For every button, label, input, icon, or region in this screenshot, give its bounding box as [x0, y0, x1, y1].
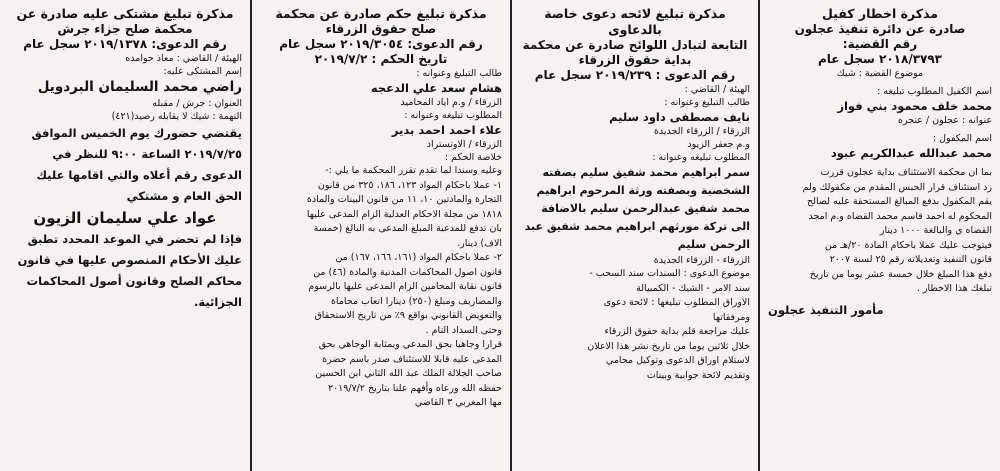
notice-body-line: فإذا لم تحضر في الموعد المحدد تطبق — [27, 232, 242, 246]
notice-body-line: الاف) دينار. — [457, 237, 502, 249]
notice-title: مذكرة تبليغ مشتكى عليه صادرة عن — [16, 6, 234, 21]
column-divider — [510, 0, 512, 471]
notice-body-line: يقم المكفول بدفع المبالغ المستحقة عليه لصالح — [807, 196, 992, 207]
debtor-label: اسم المكفول : — [932, 133, 992, 144]
notice-body-line: حفظه الله ورعاه وأفهم علنا بتاريخ ٢٠١٩/٧/٢ — [327, 382, 502, 394]
subject: سند الامر - الشيك - الكمبيالة — [636, 282, 750, 294]
notice-body-line: رد استئناف قرار الحبس المقدم من مكفولك ولم — [802, 181, 992, 193]
judgment-notice — [252, 0, 510, 471]
target-line: الى تركة مورثهم ابراهيم محمد شفيق عبد — [524, 220, 750, 233]
defendant-name: راضي محمد السليمان البردويل — [37, 79, 242, 95]
documents: ومرفقاتها — [712, 311, 750, 323]
notice-body-line: ١- عملا باحكام المواد ١٢٣، ١٨٦، ٣٢٥ من قانون — [317, 179, 502, 191]
defendant-label: إسم المشتكى عليه: — [163, 66, 242, 77]
guarantor-label: اسم الكفيل المطلوب تبليغه : — [877, 86, 992, 97]
notice-body-line: وعليه وسندا لما تقدم تقرر المحكمة ما يلي :- — [325, 165, 502, 176]
requester-name: نايف مصطفى داود سليم — [609, 110, 750, 124]
notice-body-line: محاكم الصلح وقانون أصول المحاكمات — [26, 274, 242, 288]
target-line: الشخصية وبصفته ورثة المرحوم ابراهيم — [536, 184, 750, 197]
notice-body-line: والتعويض القانوني بواقع ٩٪ من تاريخ الاستحقاق — [314, 310, 502, 321]
column-divider — [250, 0, 252, 471]
defendant-address: العنوان : جرش / مقبله — [152, 98, 242, 109]
debtor-name: محمد عبدالله عبدالكريم عبود — [830, 146, 992, 160]
notice-body-line: خلال ثلاثين يوما من تاريخ نشر هذا الاعلان — [587, 340, 750, 352]
notice-body-line: التجارة والمادتين ١٠، ١١ من قانون البينات والمادة — [306, 194, 502, 205]
requester-address: الزرقاء / و.م اياد المحاميد — [400, 97, 502, 108]
guarantor-address: عنوانه : عجلون / عنجره — [897, 115, 992, 126]
case-number: رقم الدعوى : ٢٠١٩/٢٣٩ سجل عام — [534, 68, 736, 82]
notice-body-line: يقتضي حضورك يوم الخميس الموافق — [31, 126, 242, 140]
column-divider — [758, 0, 760, 471]
case-type: موضوع القضية : شيك — [836, 68, 924, 79]
requester-label: طالب التبليغ وعنوانه : — [416, 68, 502, 79]
signature: مأمور التنفيذ عجلون — [768, 302, 884, 317]
requester-name: هشام سعد علي الدعجه — [370, 81, 502, 95]
notice-body-line: قانون نقابة المحامين الزام المدعى عليها بالرسوم — [308, 281, 502, 292]
target-label: المطلوب تبليغه وعنوانه : — [404, 110, 502, 121]
notice-body-line: دفع هذا المبلغ خلال خمسة عشر يوما من تاريخ — [809, 268, 992, 280]
notice-body-line: قانون اصول المحاكمات المدنية والمادة (٤٦) من — [313, 266, 502, 278]
notice-body-line: فيتوجب عليك عملا باحكام المادة ٢٠/هـ من — [824, 239, 992, 251]
target-address: الزرقاء - الزرقاء الجديدة — [653, 255, 750, 266]
notice-body-line: قانون التنفيذ وتعديلاته رقم ٢٥ لسنة ٢٠٠٧ — [829, 254, 992, 265]
case-number: رقم الدعوى: ٢٠١٩/٣٠٥٤ سجل عام — [279, 37, 483, 51]
notice-body-line: لاستلام اوراق الدعوى وتوكيل محامي — [605, 355, 750, 366]
notice-body-line: الحق العام و مشتكي — [126, 189, 242, 203]
notice-subtitle: صادرة عن دائرة تنفيذ عجلون — [794, 22, 966, 36]
notice-title: مذكرة اخطار كفيل — [822, 6, 938, 21]
notice-body-line: تبلغك هذا الاخطار . — [916, 283, 992, 294]
notice-subtitle: التابعة لتبادل اللوائح صادرة عن محكمة — [522, 38, 748, 52]
case-number: رقم الدعوى: ٢٠١٩/١٣٧٨ سجل عام — [23, 37, 227, 51]
panel: الهيئة / القاضي : معاذ حوامده — [125, 53, 242, 64]
notice-body-line: وتقديم لائحة جوابية وبينات — [646, 369, 750, 381]
notice-body-line: الدعوى رقم أعلاه والتي اقامها عليك — [36, 168, 242, 182]
panel: الهيئة / القاضي : — [684, 84, 750, 95]
target-name: علاء احمد احمد بدير — [391, 123, 502, 137]
requester-label: طالب التبليغ وعنوانه : — [664, 97, 750, 108]
judgment-date: تاريخ الحكم : ٢٠١٩/٧/٢ — [314, 52, 448, 66]
notice-body-line: بما ان محكمة الاستئناف بداية عجلون قررت — [820, 167, 992, 178]
defendant-notice — [0, 0, 250, 471]
lawsuit-notice — [512, 0, 758, 471]
documents: الاوراق المطلوب تبليغها : لائحة دعوى — [603, 297, 750, 308]
case-label: رقم القضية: — [842, 37, 918, 51]
guarantor-name: محمد خلف محمود بني فواز — [837, 99, 992, 113]
notice-subtitle: صلح حقوق الزرقاء — [325, 22, 437, 36]
target-line: محمد شفيق عبدالرحمن سليم بالاضافة — [541, 202, 750, 215]
summary-label: خلاصة الحكم : — [444, 152, 502, 163]
notice-body-line: ٢٠١٩/٧/٢٥ الساعة ٩:٠٠ للنظر في — [52, 147, 242, 161]
notice-body-line: عليك مراجعة قلم بداية حقوق الزرقاء — [604, 326, 750, 337]
guarantor-notice — [760, 0, 1000, 471]
complainant-name: عواد علي سليمان الزيون — [33, 209, 217, 227]
notice-subtitle: بداية حقوق الزرقاء — [578, 53, 692, 67]
notice-body-line: بان تدفع للمدعية المبلغ المدعى به البالغ (خمسة — [313, 223, 502, 234]
notice-title: مذكرة تبليغ حكم صادرة عن محكمة — [275, 6, 487, 21]
notice-subtitle: محكمة صلح جزاء جرش — [57, 22, 193, 36]
requester-address: الزرقاء / الزرقاء الجديدة — [653, 126, 750, 137]
notice-body-line: مها المغربي ٣ القاضي — [414, 397, 502, 408]
notice-body-line: ١٨١٨ من مجلة الاحكام العدلية الزام المدعى عليها — [306, 208, 502, 220]
case-number: ٢٠١٨/٣٧٩٣ سجل عام — [818, 52, 942, 66]
subject: موضوع الدعوى : السندات سند السحب - — [589, 268, 750, 279]
lawyer: و.م جعفر الزيود — [687, 139, 750, 150]
target-label: المطلوب تبليغه وعنوانه : — [652, 152, 750, 163]
target-line: الرحمن سليم — [677, 238, 750, 251]
notice-body-line: ٢- عملا باحكام المواد (١٦١، ١٦٦، ١٦٧) من — [335, 252, 502, 263]
notice-body-line: عليك الأحكام المنصوص عليها في قانون — [17, 253, 242, 267]
notice-body-line: صاحب الجلالة الملك عبد الله الثاني ابن الحسين — [315, 368, 502, 379]
notice-body-line: قرارا وجاهيا بحق المدعي وبمثابة الوجاهي بحق — [318, 339, 502, 350]
target-line: سمر ابراهيم محمد شفيق سليم بصفته — [542, 166, 750, 179]
notice-body-line: المدعى عليه قابلا للاستئناف صدر باسم حضرة — [322, 353, 502, 365]
target-address: الزرقاء / الاوتستراد — [426, 139, 502, 150]
notice-body-line: القضاه ي والبالغة ١٠٠٠ دينار — [879, 225, 992, 236]
notice-body-line: والمصاريف ومبلغ (٢٥٠) دينارا اتعاب محاماة — [330, 295, 502, 307]
notice-title: مذكرة تبليغ لائحه دعوى خاصة بالدعاوى — [544, 6, 726, 37]
notice-body-line: وحتى السداد التام . — [425, 324, 502, 336]
charge: التهمة : شيك لا يقابله رصيد(٤٢١) — [111, 111, 242, 122]
notice-body-line: المحكوم له احمد قاسم محمد القضاه و.م امجد — [808, 210, 992, 222]
notice-body-line: الجزائية. — [194, 295, 242, 309]
